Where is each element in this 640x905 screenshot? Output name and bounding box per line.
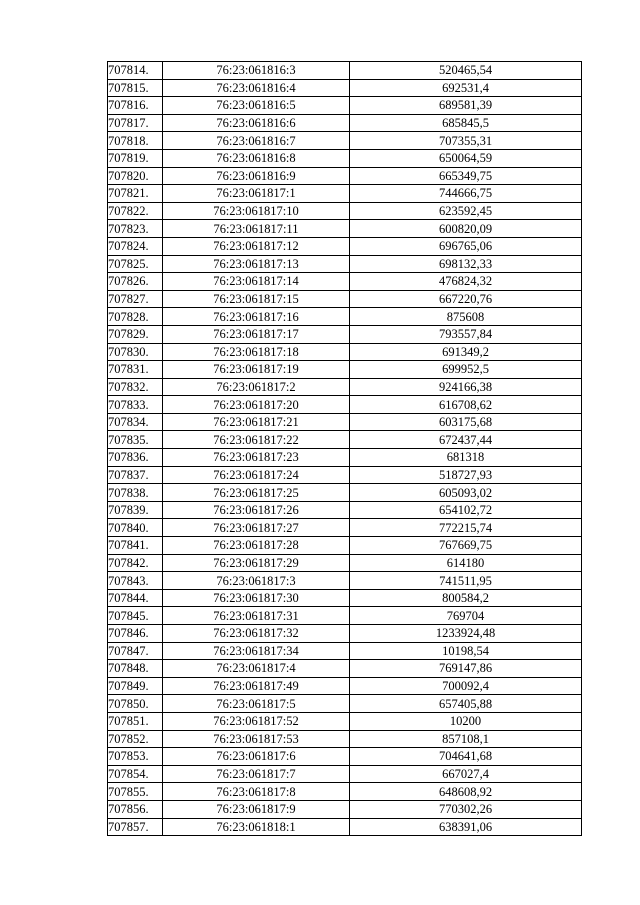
table-row (108, 431, 582, 449)
cadastral-value-cell: 769147,86 (350, 660, 582, 678)
row-number-cell: 707837. (108, 466, 163, 484)
table-row (108, 783, 582, 801)
cadastral-number-cell: 76:23:061817:17 (163, 325, 350, 343)
cadastral-value-cell: 800584,2 (350, 589, 582, 607)
cadastral-value-cell: 689581,39 (350, 97, 582, 115)
table-row (108, 554, 582, 572)
cadastral-number-cell: 76:23:061817:27 (163, 519, 350, 537)
row-number-cell: 707842. (108, 554, 163, 572)
cadastral-value-cell: 857108,1 (350, 730, 582, 748)
table-row (108, 396, 582, 414)
cadastral-number-cell: 76:23:061817:24 (163, 466, 350, 484)
table-row (108, 290, 582, 308)
cadastral-value-cell: 793557,84 (350, 325, 582, 343)
table-row (108, 325, 582, 343)
row-number-cell: 707847. (108, 642, 163, 660)
cadastral-value-cell: 657405,88 (350, 695, 582, 713)
cadastral-number-cell: 76:23:061817:9 (163, 800, 350, 818)
cadastral-value-cell: 924166,38 (350, 378, 582, 396)
cadastral-value-cell: 704641,68 (350, 748, 582, 766)
row-number-cell: 707851. (108, 712, 163, 730)
cadastral-value-cell: 875608 (350, 308, 582, 326)
cadastral-value-cell: 623592,45 (350, 202, 582, 220)
table-row (108, 413, 582, 431)
cadastral-number-cell: 76:23:061817:21 (163, 413, 350, 431)
row-number-cell: 707827. (108, 290, 163, 308)
row-number-cell: 707817. (108, 114, 163, 132)
cadastral-number-cell: 76:23:061817:4 (163, 660, 350, 678)
row-number-cell: 707854. (108, 765, 163, 783)
cadastral-value-cell: 769704 (350, 607, 582, 625)
cadastral-number-cell: 76:23:061817:31 (163, 607, 350, 625)
cadastral-value-cell: 665349,75 (350, 167, 582, 185)
cadastral-value-cell: 476824,32 (350, 273, 582, 291)
row-number-cell: 707829. (108, 325, 163, 343)
row-number-cell: 707836. (108, 449, 163, 467)
table-row (108, 202, 582, 220)
cadastral-number-cell: 76:23:061817:18 (163, 343, 350, 361)
cadastral-number-cell: 76:23:061818:1 (163, 818, 350, 836)
row-number-cell: 707823. (108, 220, 163, 238)
table-row (108, 466, 582, 484)
row-number-cell: 707818. (108, 132, 163, 150)
cadastral-value-cell: 1233924,48 (350, 625, 582, 643)
cadastral-number-cell: 76:23:061817:29 (163, 554, 350, 572)
row-number-cell: 707833. (108, 396, 163, 414)
cadastral-value-cell: 614180 (350, 554, 582, 572)
row-number-cell: 707838. (108, 484, 163, 502)
cadastral-number-cell: 76:23:061817:8 (163, 783, 350, 801)
table-row (108, 62, 582, 80)
cadastral-number-cell: 76:23:061817:23 (163, 449, 350, 467)
table-row (108, 660, 582, 678)
cadastral-number-cell: 76:23:061817:16 (163, 308, 350, 326)
table-body (108, 62, 582, 836)
row-number-cell: 707824. (108, 237, 163, 255)
table-row (108, 378, 582, 396)
row-number-cell: 707840. (108, 519, 163, 537)
table-row (108, 765, 582, 783)
cadastral-value-cell: 648608,92 (350, 783, 582, 801)
cadastral-number-cell: 76:23:061816:6 (163, 114, 350, 132)
table-row (108, 343, 582, 361)
table-row (108, 730, 582, 748)
cadastral-value-cell: 603175,68 (350, 413, 582, 431)
row-number-cell: 707819. (108, 149, 163, 167)
row-number-cell: 707820. (108, 167, 163, 185)
cadastral-number-cell: 76:23:061817:11 (163, 220, 350, 238)
cadastral-number-cell: 76:23:061816:4 (163, 79, 350, 97)
row-number-cell: 707853. (108, 748, 163, 766)
table-row (108, 695, 582, 713)
cadastral-number-cell: 76:23:061817:25 (163, 484, 350, 502)
cadastral-number-cell: 76:23:061817:13 (163, 255, 350, 273)
cadastral-value-cell: 691349,2 (350, 343, 582, 361)
table-row (108, 167, 582, 185)
cadastral-value-cell: 681318 (350, 449, 582, 467)
row-number-cell: 707852. (108, 730, 163, 748)
table-row (108, 149, 582, 167)
cadastral-number-cell: 76:23:061817:10 (163, 202, 350, 220)
table-row (108, 361, 582, 379)
row-number-cell: 707815. (108, 79, 163, 97)
row-number-cell: 707841. (108, 537, 163, 555)
row-number-cell: 707845. (108, 607, 163, 625)
cadastral-value-cell: 520465,54 (350, 62, 582, 80)
row-number-cell: 707814. (108, 62, 163, 80)
table-row (108, 712, 582, 730)
cadastral-value-cell: 770302,26 (350, 800, 582, 818)
cadastral-value-cell: 741511,95 (350, 572, 582, 590)
cadastral-number-cell: 76:23:061816:3 (163, 62, 350, 80)
table-row (108, 818, 582, 836)
cadastral-value-cell: 616708,62 (350, 396, 582, 414)
row-number-cell: 707856. (108, 800, 163, 818)
table-row (108, 537, 582, 555)
cadastral-number-cell: 76:23:061816:9 (163, 167, 350, 185)
cadastral-value-cell: 605093,02 (350, 484, 582, 502)
table-row (108, 308, 582, 326)
row-number-cell: 707830. (108, 343, 163, 361)
table-row (108, 237, 582, 255)
cadastral-value-cell: 650064,59 (350, 149, 582, 167)
row-number-cell: 707816. (108, 97, 163, 115)
cadastral-value-cell: 654102,72 (350, 501, 582, 519)
cadastral-value-cell: 772215,74 (350, 519, 582, 537)
cadastral-number-cell: 76:23:061817:52 (163, 712, 350, 730)
table-row (108, 677, 582, 695)
cadastral-number-cell: 76:23:061817:14 (163, 273, 350, 291)
cadastral-value-table (107, 61, 582, 836)
table-row (108, 589, 582, 607)
cadastral-number-cell: 76:23:061817:53 (163, 730, 350, 748)
table-row (108, 97, 582, 115)
cadastral-value-cell: 667027,4 (350, 765, 582, 783)
row-number-cell: 707832. (108, 378, 163, 396)
table-row (108, 642, 582, 660)
row-number-cell: 707839. (108, 501, 163, 519)
row-number-cell: 707826. (108, 273, 163, 291)
cadastral-number-cell: 76:23:061817:3 (163, 572, 350, 590)
row-number-cell: 707821. (108, 185, 163, 203)
table-row (108, 132, 582, 150)
table-row (108, 220, 582, 238)
row-number-cell: 707850. (108, 695, 163, 713)
row-number-cell: 707855. (108, 783, 163, 801)
cadastral-number-cell: 76:23:061817:7 (163, 765, 350, 783)
cadastral-value-cell: 667220,76 (350, 290, 582, 308)
cadastral-value-cell: 638391,06 (350, 818, 582, 836)
cadastral-number-cell: 76:23:061816:5 (163, 97, 350, 115)
row-number-cell: 707834. (108, 413, 163, 431)
cadastral-value-cell: 600820,09 (350, 220, 582, 238)
cadastral-number-cell: 76:23:061817:2 (163, 378, 350, 396)
cadastral-value-cell: 10198,54 (350, 642, 582, 660)
row-number-cell: 707846. (108, 625, 163, 643)
table-row (108, 519, 582, 537)
table-row (108, 800, 582, 818)
row-number-cell: 707849. (108, 677, 163, 695)
table-row (108, 449, 582, 467)
cadastral-number-cell: 76:23:061817:6 (163, 748, 350, 766)
cadastral-value-cell: 700092,4 (350, 677, 582, 695)
table-row (108, 114, 582, 132)
cadastral-number-cell: 76:23:061817:12 (163, 237, 350, 255)
row-number-cell: 707831. (108, 361, 163, 379)
table-row (108, 484, 582, 502)
cadastral-value-cell: 672437,44 (350, 431, 582, 449)
row-number-cell: 707844. (108, 589, 163, 607)
row-number-cell: 707843. (108, 572, 163, 590)
table-row (108, 572, 582, 590)
cadastral-value-cell: 698132,33 (350, 255, 582, 273)
cadastral-number-cell: 76:23:061817:26 (163, 501, 350, 519)
table-row (108, 255, 582, 273)
cadastral-value-cell: 685845,5 (350, 114, 582, 132)
table-row (108, 625, 582, 643)
cadastral-value-cell: 518727,93 (350, 466, 582, 484)
cadastral-value-cell: 699952,5 (350, 361, 582, 379)
cadastral-number-cell: 76:23:061816:7 (163, 132, 350, 150)
table-row (108, 273, 582, 291)
cadastral-number-cell: 76:23:061817:5 (163, 695, 350, 713)
row-number-cell: 707828. (108, 308, 163, 326)
table-row (108, 607, 582, 625)
cadastral-number-cell: 76:23:061817:28 (163, 537, 350, 555)
cadastral-value-cell: 692531,4 (350, 79, 582, 97)
table-row (108, 79, 582, 97)
cadastral-value-cell: 744666,75 (350, 185, 582, 203)
cadastral-number-cell: 76:23:061817:32 (163, 625, 350, 643)
cadastral-number-cell: 76:23:061817:22 (163, 431, 350, 449)
cadastral-value-cell: 696765,06 (350, 237, 582, 255)
row-number-cell: 707822. (108, 202, 163, 220)
cadastral-number-cell: 76:23:061817:1 (163, 185, 350, 203)
cadastral-number-cell: 76:23:061817:15 (163, 290, 350, 308)
table-row (108, 185, 582, 203)
cadastral-number-cell: 76:23:061816:8 (163, 149, 350, 167)
cadastral-number-cell: 76:23:061817:20 (163, 396, 350, 414)
row-number-cell: 707857. (108, 818, 163, 836)
row-number-cell: 707825. (108, 255, 163, 273)
cadastral-value-cell: 10200 (350, 712, 582, 730)
table-row (108, 748, 582, 766)
cadastral-number-cell: 76:23:061817:30 (163, 589, 350, 607)
cadastral-value-cell: 767669,75 (350, 537, 582, 555)
cadastral-number-cell: 76:23:061817:34 (163, 642, 350, 660)
table-row (108, 501, 582, 519)
row-number-cell: 707848. (108, 660, 163, 678)
cadastral-number-cell: 76:23:061817:19 (163, 361, 350, 379)
cadastral-number-cell: 76:23:061817:49 (163, 677, 350, 695)
cadastral-value-cell: 707355,31 (350, 132, 582, 150)
row-number-cell: 707835. (108, 431, 163, 449)
